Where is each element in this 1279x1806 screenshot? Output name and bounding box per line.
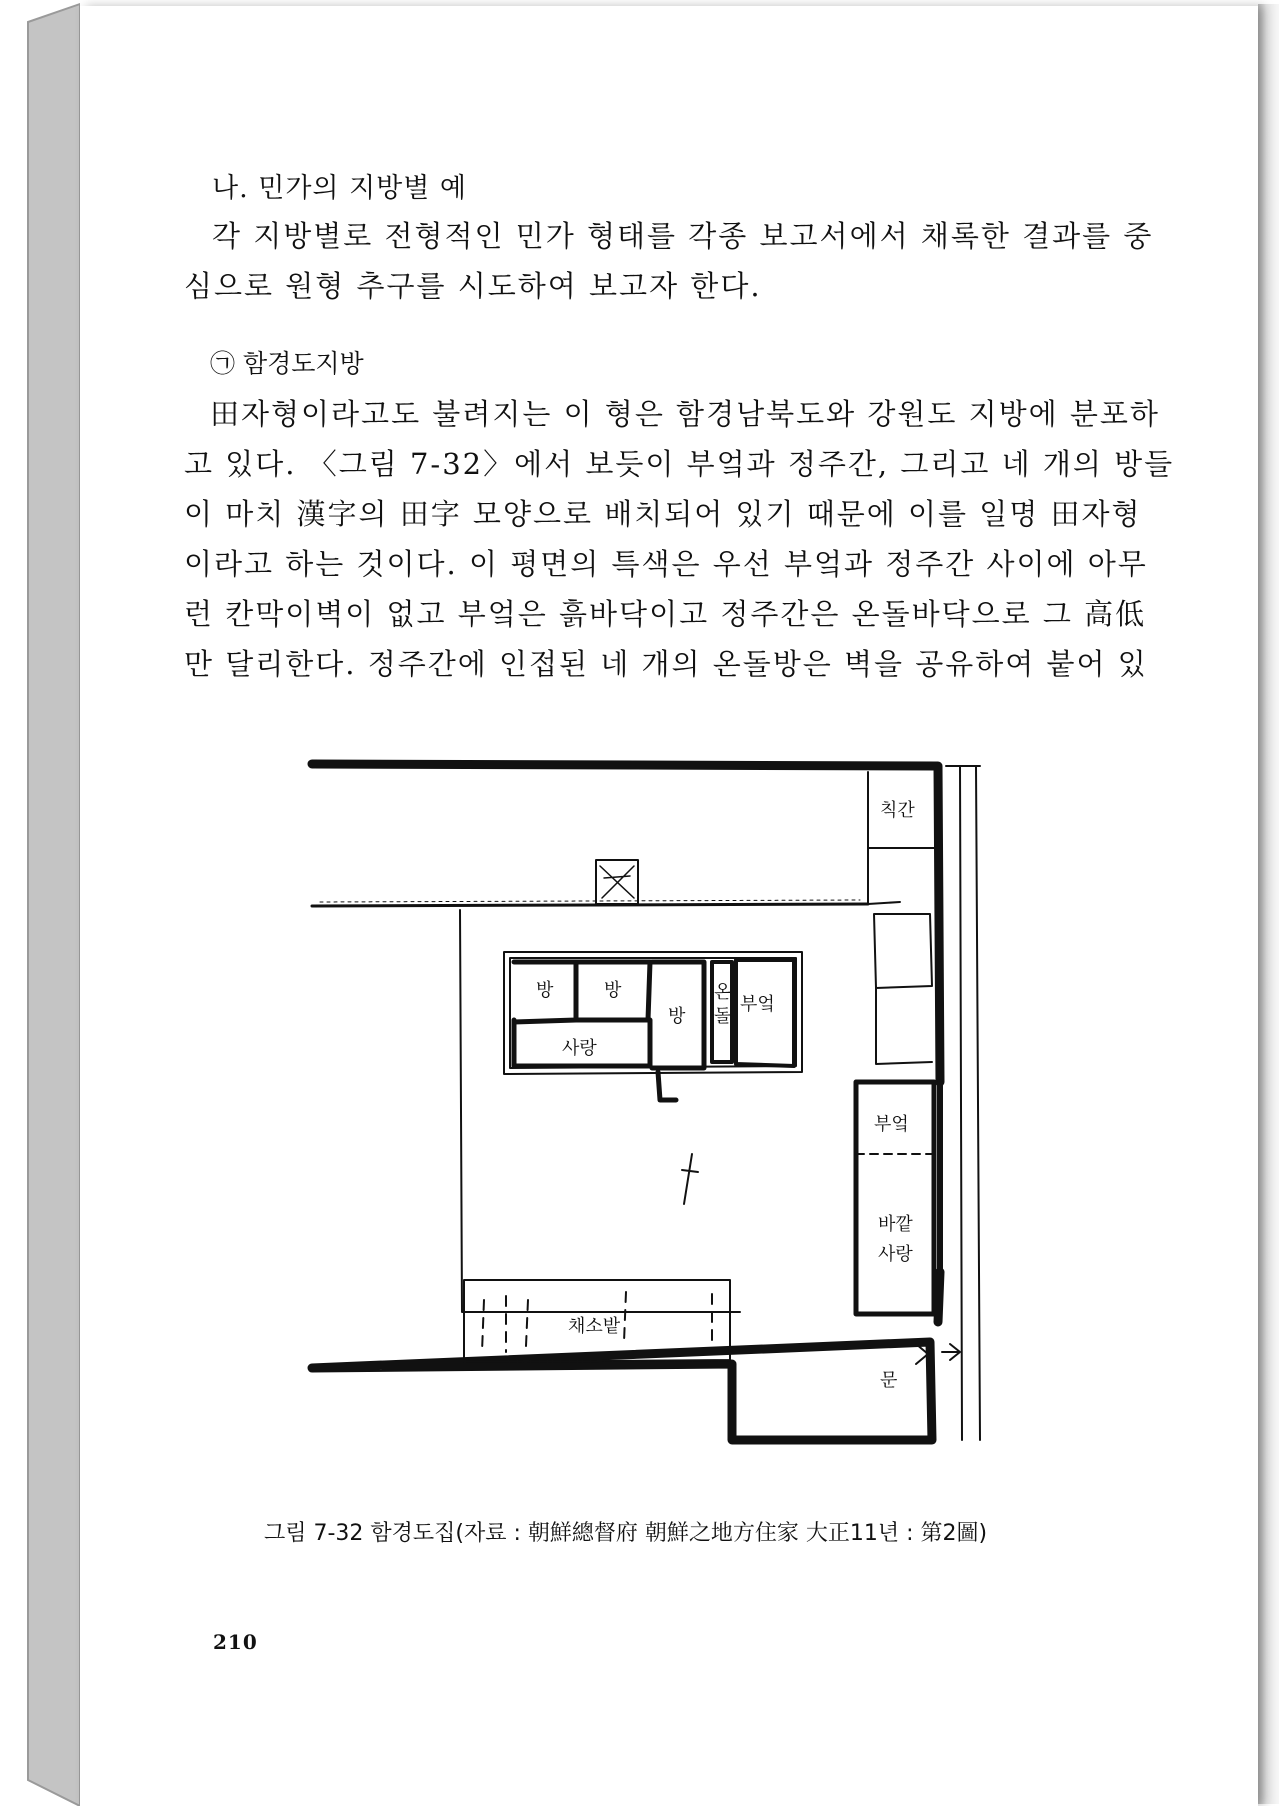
book-spine	[0, 0, 80, 1806]
label-privy: 칙간	[880, 800, 915, 821]
body-line-3: 이 마치 漢字의 田字 모양으로 배치되어 있기 때문에 이를 일명 田자형	[184, 497, 1142, 531]
section-heading-na: 나. 민가의 지방별 예	[212, 173, 467, 204]
body-line-2: 고 있다. 〈그림 7-32〉에서 보듯이 부엌과 정주간, 그리고 네 개의 방들	[184, 447, 1175, 481]
intro-line-2: 심으로 원형 추구를 시도하여 보고자 한다.	[184, 269, 762, 303]
label-ondol-1: 온	[714, 982, 732, 1003]
label-room-1: 방	[536, 980, 554, 1001]
body-line-1: 田자형이라고도 불려지는 이 형은 함경남북도와 강원도 지방에 분포하	[210, 397, 1160, 431]
label-outer-sarang-1: 바깥	[878, 1214, 913, 1235]
label-room-2: 방	[604, 980, 622, 1001]
sub-heading-hamgyeong: ㉠ 함경도지방	[210, 349, 364, 378]
label-sarang: 사랑	[562, 1038, 597, 1059]
label-outer-sarang-2: 사랑	[878, 1244, 913, 1265]
body-line-4: 이라고 하는 것이다. 이 평면의 특색은 우선 부엌과 정주간 사이에 아무	[184, 547, 1148, 581]
label-ondol-2: 돌	[714, 1006, 732, 1027]
figure-caption: 그림 7-32 함경도집(자료 : 朝鮮總督府 朝鮮之地方住家 大正11년 : 第2圖)	[264, 1521, 988, 1546]
page-edge	[1258, 4, 1279, 1804]
label-room-3: 방	[668, 1006, 686, 1027]
floor-plan-figure	[300, 752, 990, 1457]
floor-plan-drawing	[300, 752, 990, 1457]
body-line-5: 런 칸막이벽이 없고 부엌은 흙바닥이고 정주간은 온돌바닥으로 그 高低	[184, 597, 1147, 631]
page-number: 210	[213, 1630, 258, 1654]
label-kitchen-main: 부엌	[740, 994, 775, 1015]
label-kitchen-side: 부엌	[874, 1114, 909, 1135]
body-line-6: 만 달리한다. 정주간에 인접된 네 개의 온돌방은 벽을 공유하여 붙어 있	[184, 647, 1148, 681]
intro-line-1: 각 지방별로 전형적인 민가 형태를 각종 보고서에서 채록한 결과를 중	[212, 219, 1154, 253]
label-gate: 문	[880, 1370, 898, 1391]
label-vegetable-field: 채소밭	[568, 1316, 621, 1337]
